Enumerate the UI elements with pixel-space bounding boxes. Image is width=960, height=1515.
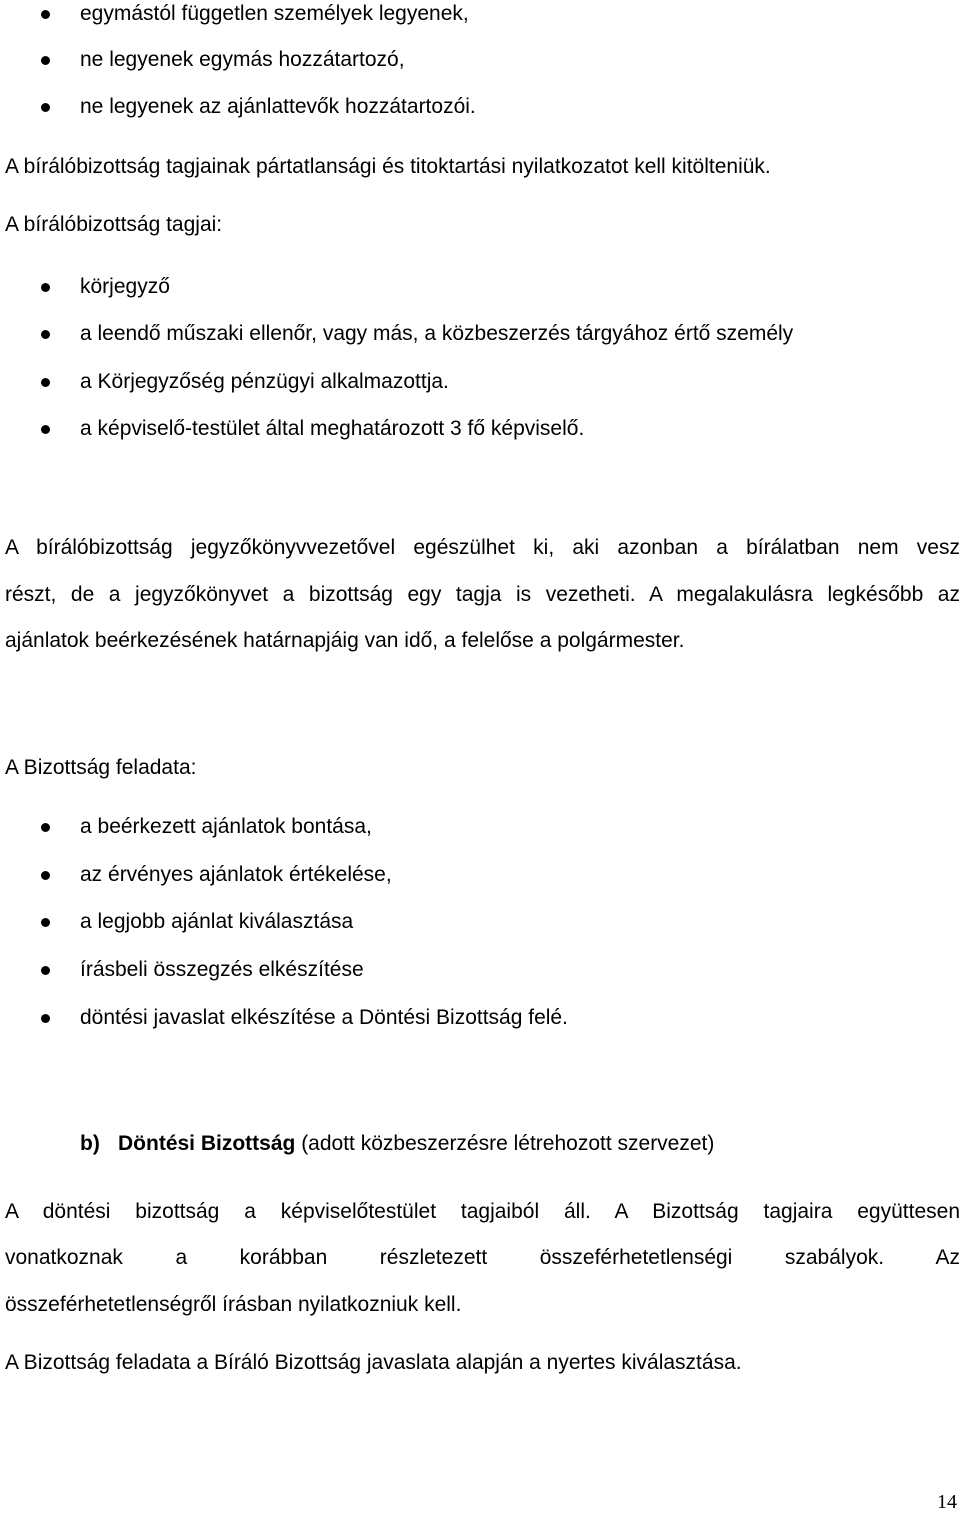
list-item-text: az érvényes ajánlatok értékelése, (80, 863, 392, 886)
bullet-icon (41, 1014, 50, 1023)
bullet-icon (41, 378, 50, 387)
bullet-icon (41, 283, 50, 292)
paragraph-line: részt, de a jegyzőkönyvet a bizottság egy tagja is vezetheti. A megalakulásra legkésőbb az (5, 583, 960, 606)
bullet-icon (41, 425, 50, 434)
bullet-icon (41, 823, 50, 832)
list-item-text: körjegyző (80, 275, 170, 298)
paragraph-line: A bírálóbizottság jegyzőkönyvvezetővel egészülhet ki, aki azonban a bírálatban nem vesz (5, 536, 960, 559)
list-item-text: írásbeli összegzés elkészítése (80, 958, 364, 981)
list-item-text: ne legyenek az ajánlattevők hozzátartozói. (80, 95, 476, 118)
paragraph-line: A döntési bizottság a képviselőtestület tagjaiból áll. A Bizottság tagjaira együttesen (5, 1200, 960, 1223)
section-subtitle: (adott közbeszerzésre létrehozott szervezet) (301, 1132, 715, 1155)
paragraph-line: összeférhetetlenségről írásban nyilatkozniuk kell. (5, 1293, 462, 1316)
section-title: Döntési Bizottság (118, 1132, 296, 1155)
list-item-text: egymástól független személyek legyenek, (80, 2, 469, 25)
tasks-heading: A Bizottság feladata: (5, 756, 197, 779)
bullet-icon (41, 918, 50, 927)
list-item-text: a leendő műszaki ellenőr, vagy más, a közbeszerzés tárgyához értő személy (80, 322, 794, 345)
list-item-text: a beérkezett ajánlatok bontása, (80, 815, 372, 838)
list-item-text: a legjobb ajánlat kiválasztása (80, 910, 354, 933)
section-heading (80, 1130, 714, 1158)
page-number: 14 (937, 1491, 957, 1513)
list-item-text: a képviselő-testület által meghatározott 3 fő képviselő. (80, 417, 585, 440)
members-heading: A bírálóbizottság tagjai: (5, 213, 223, 236)
decision-task-text: A Bizottság feladata a Bíráló Bizottság javaslata alapján a nyertes kiválasztása. (5, 1351, 742, 1374)
paragraph-line: vonatkoznak a korábban részletezett összeférhetetlenségi szabályok. Az (5, 1246, 960, 1269)
bullet-icon (41, 871, 50, 880)
bullet-icon (41, 10, 50, 19)
bullet-icon (41, 330, 50, 339)
section-marker: b) (80, 1132, 100, 1155)
bullet-icon (41, 103, 50, 112)
bullet-icon (41, 56, 50, 65)
list-item-text: ne legyenek egymás hozzátartozó, (80, 48, 405, 71)
bullet-icon (41, 966, 50, 975)
declaration-text: A bírálóbizottság tagjainak pártatlansági és titoktartási nyilatkozatot kell kitölteniük. (5, 155, 771, 178)
list-item-text: a Körjegyzőség pénzügyi alkalmazottja. (80, 370, 449, 393)
list-item-text: döntési javaslat elkészítése a Döntési Bizottság felé. (80, 1006, 568, 1029)
paragraph-line: ajánlatok beérkezésének határnapjáig van idő, a felelőse a polgármester. (5, 629, 685, 652)
